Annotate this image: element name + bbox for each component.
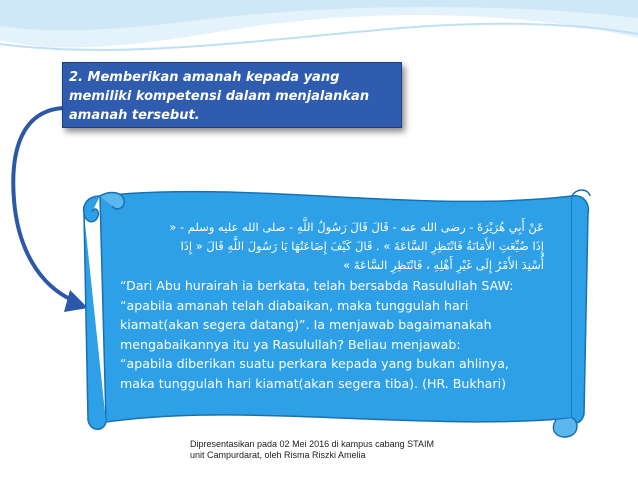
heading-body: Memberikan amanah kepada yang memiliki kompetensi dalam menjalankan amanah tersebut. (69, 70, 370, 123)
heading-text (69, 68, 395, 125)
footer-line-2: unit Campurdarat, oleh Risma Riszki Amelia (190, 450, 366, 460)
translation-line-2: “apabila amanah telah diabaikan, maka tunggulah hari (120, 297, 469, 313)
arabic-line-3: أُسْنِدَ الأَمْرُ إِلَى غَيْرِ أَهْلِهِ ، فَانْتَظِرِ السَّاعَةَ » (343, 258, 544, 272)
heading-number: 2. (69, 70, 83, 85)
arabic-line-2: إِذَا ضُيِّعَتِ الأَمَانَةُ فَانْتَظِرِ السَّاعَةَ » . قَالَ كَيْفَ إِضَاعَتُهَا يَا رَسُولَ اللَّهِ قَالَ « إِذَا (180, 239, 544, 253)
translation-line-5: “apabila diberikan suatu perkara kepada yang bukan ahlinya, (120, 356, 509, 372)
footer-line-1: Dipresentasikan pada 02 Mei 2016 di kampus cabang STAIM (190, 439, 434, 449)
translation-line-4: mengabaikannya itu ya Rasulullah? Beliau menjawab: (120, 336, 461, 352)
hadith-content (120, 218, 548, 393)
arrow-head (64, 290, 88, 312)
translation-line-1: “Dari Abu hurairah ia berkatа, telah bersabda Rasulullah SAW: (120, 278, 514, 293)
translation-line-3: kiamat(akan segera datang)”. Ia menjawab bagaimanakah (120, 317, 492, 333)
translation-line-6: maka tunggulah hari kiamat(akan segera tiba). (HR. Bukhari) (120, 375, 506, 391)
footer-credit (190, 439, 490, 461)
arabic-line-1: عَنْ أَبِي هُرَيْرَةَ - رضى الله عنه - قَالَ قَالَ رَسُولُ اللَّهِ - صلى الله عليه وسلم - « (169, 220, 544, 234)
curved-arrow (13, 108, 72, 300)
heading-box (62, 62, 402, 128)
